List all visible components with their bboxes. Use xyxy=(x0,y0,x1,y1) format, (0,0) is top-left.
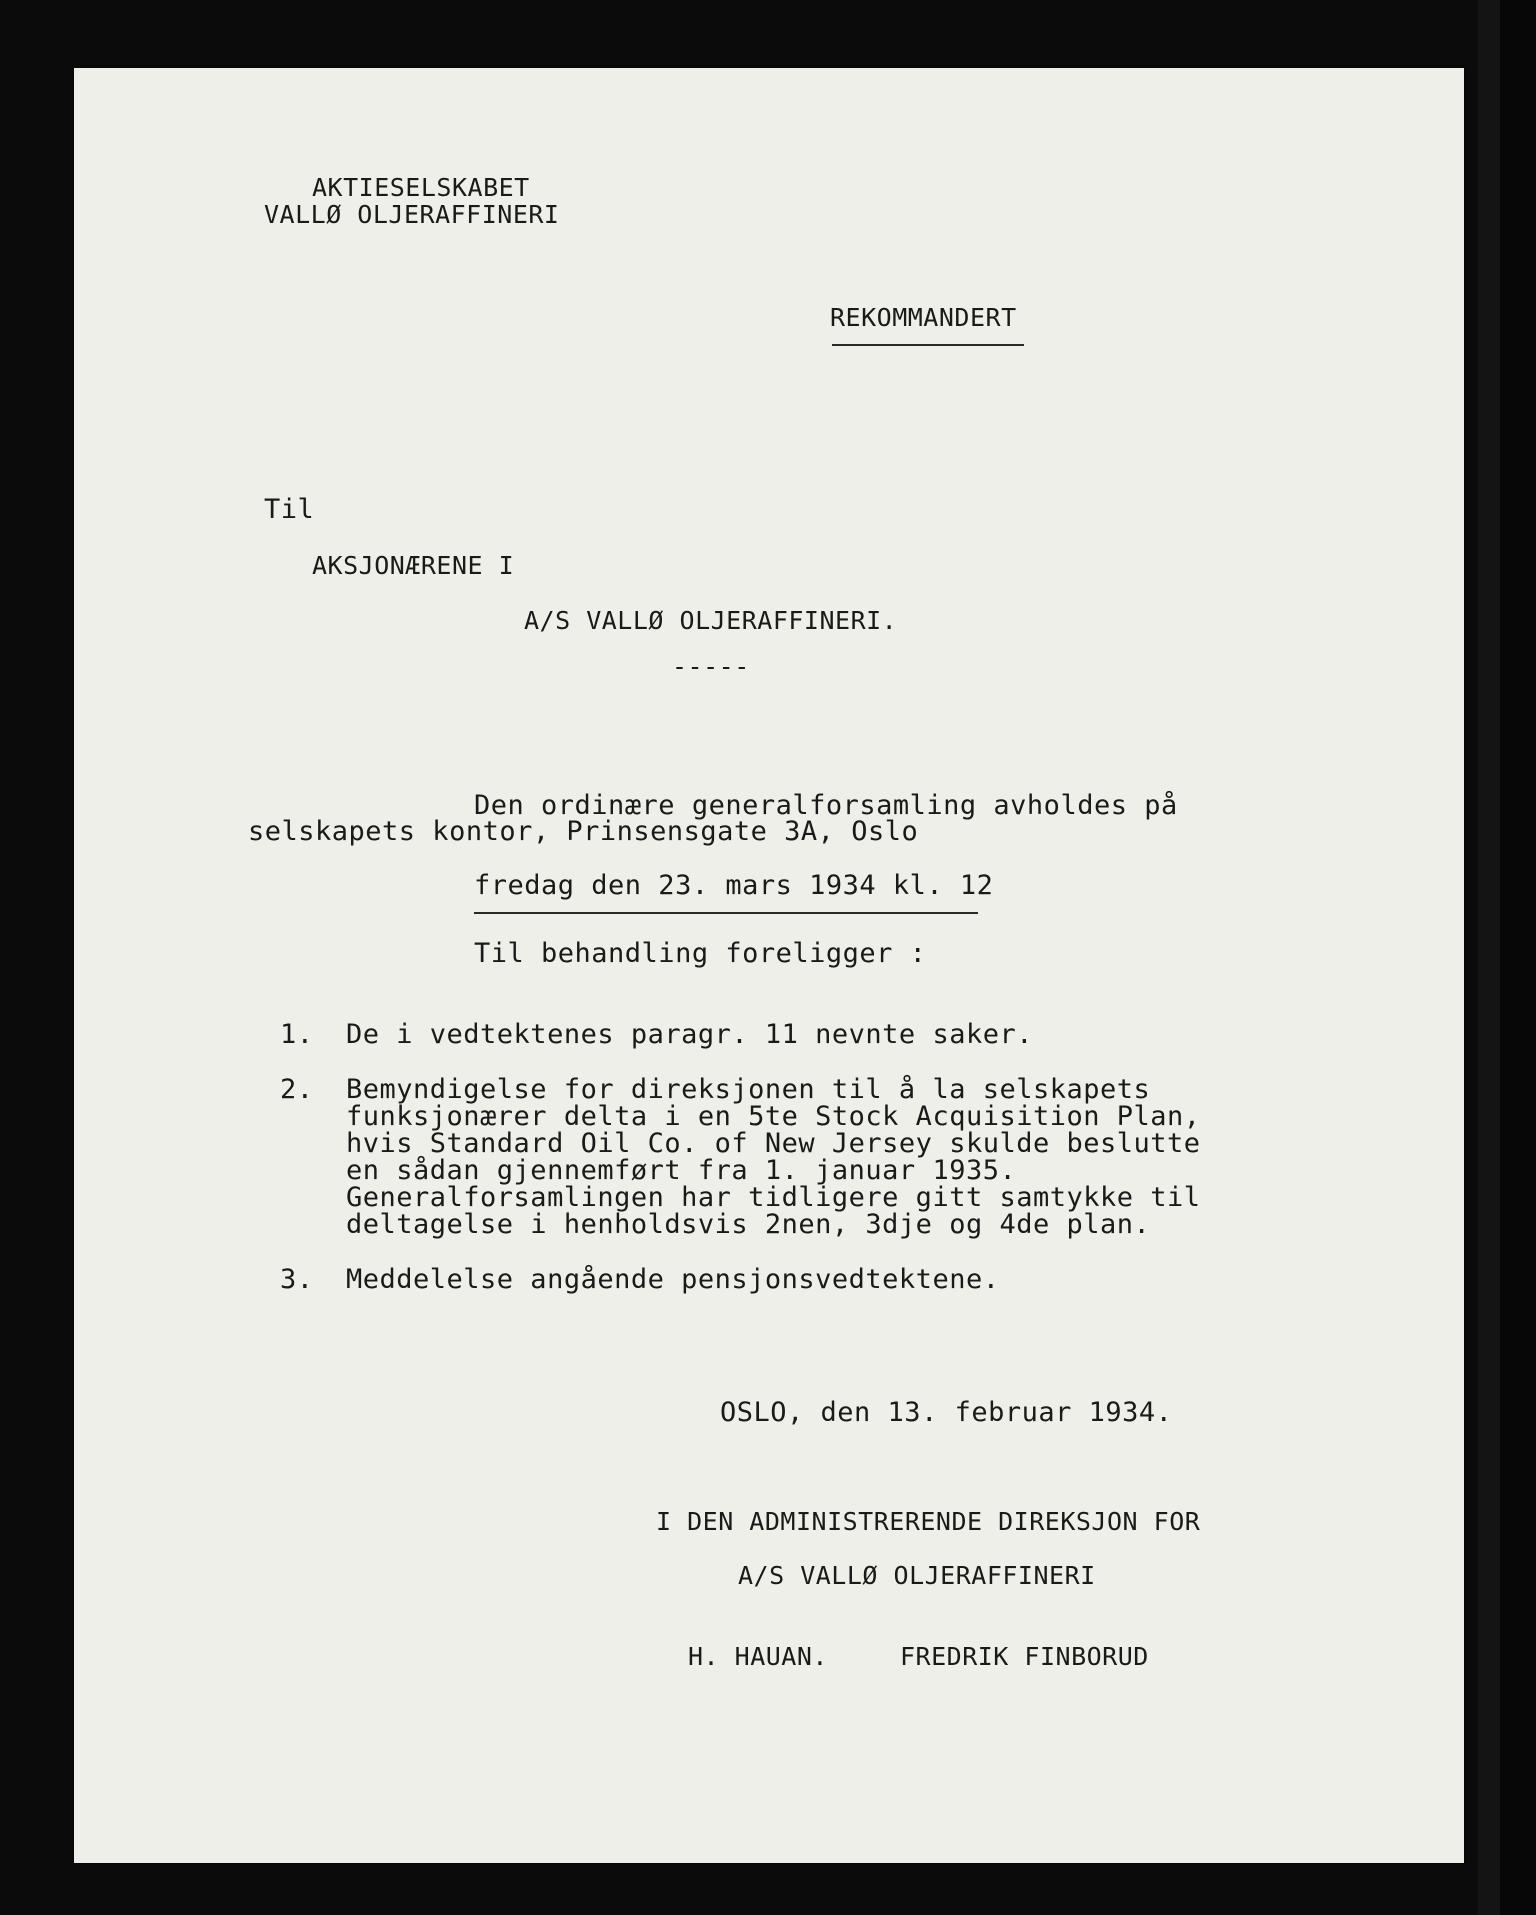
place-and-date: OSLO, den 13. februar 1934. xyxy=(720,1397,1173,1428)
document-page xyxy=(74,68,1464,1863)
agenda-item-2-line4: en sådan gjennemført fra 1. januar 1935. xyxy=(346,1155,1017,1186)
agenda-item-1-number: 1. xyxy=(280,1019,314,1050)
signatory-finborud: FREDRIK FINBORUD xyxy=(900,1642,1149,1671)
agenda-item-2-number: 2. xyxy=(280,1074,314,1105)
closing-line2: A/S VALLØ OLJERAFFINERI xyxy=(738,1561,1096,1590)
intro-line1: Den ordinære generalforsamling avholdes på xyxy=(474,790,1178,821)
agenda-item-2-line6: deltagelse i henholdsvis 2nen, 3dje og 4de plan. xyxy=(346,1209,1151,1240)
signatory-hauan: H. HAUAN. xyxy=(688,1642,828,1671)
recipient-line1: AKSJONÆRENE I xyxy=(312,551,515,580)
meeting-date: fredag den 23. mars 1934 kl. 12 xyxy=(474,870,994,901)
agenda-heading: Til behandling foreligger : xyxy=(474,938,927,969)
meeting-date-underline xyxy=(474,912,978,914)
agenda-item-2-line2: funksjonærer delta i en 5te Stock Acquisition Plan, xyxy=(346,1101,1201,1132)
registered-mail-mark: REKOMMANDERT xyxy=(830,303,1017,332)
agenda-item-1-text: De i vedtektenes paragr. 11 nevnte saker. xyxy=(346,1019,1033,1050)
company-name-line1: AKTIESELSKABET xyxy=(312,173,530,202)
registered-mail-underline xyxy=(832,344,1024,346)
closing-line1: I DEN ADMINISTRERENDE DIREKSJON FOR xyxy=(656,1507,1201,1536)
agenda-item-2-line5: Generalforsamlingen har tidligere gitt samtykke til xyxy=(346,1182,1201,1213)
agenda-item-3-text: Meddelelse angående pensjonsvedtektene. xyxy=(346,1264,1000,1295)
salutation: Til xyxy=(264,494,315,525)
recipient-line2: A/S VALLØ OLJERAFFINERI. xyxy=(524,606,898,635)
intro-line2: selskapets kontor, Prinsensgate 3A, Oslo xyxy=(248,816,919,847)
company-name-line2: VALLØ OLJERAFFINERI xyxy=(264,200,560,229)
agenda-item-3-number: 3. xyxy=(280,1264,314,1295)
scan-border-far-right xyxy=(1500,0,1536,1915)
agenda-item-2-line1: Bemyndigelse for direksjonen til å la selskapets xyxy=(346,1074,1151,1105)
agenda-item-2-line3: hvis Standard Oil Co. of New Jersey skulde beslutte xyxy=(346,1128,1201,1159)
scan-border-right xyxy=(1478,0,1500,1915)
recipient-separator: ----- xyxy=(672,652,750,681)
